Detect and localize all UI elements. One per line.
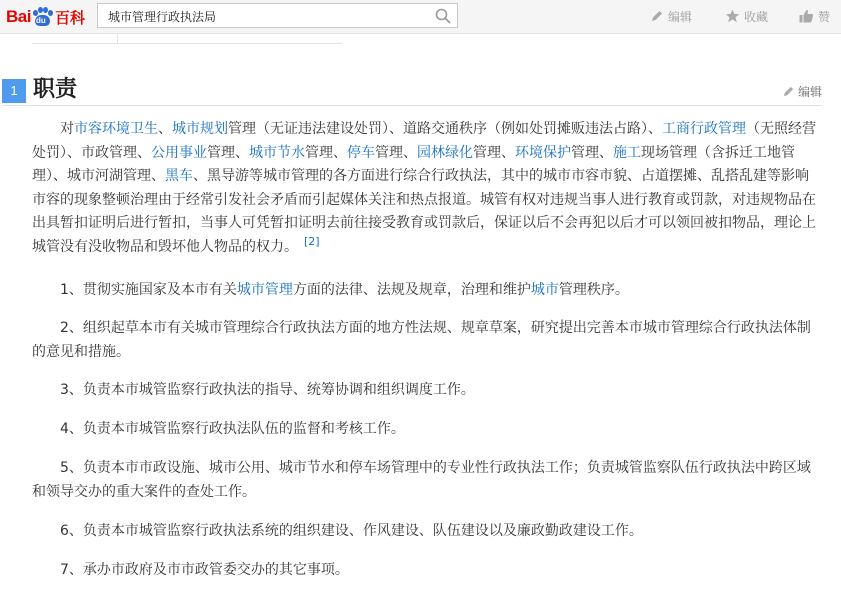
duty-item-text: 5、负责本市市政设施、城市公用、城市节水和停车场管理中的专业性行政执法工作；负责城管监察队伍行政执法中跨区域和领导交办的重大案件的查处工作。 xyxy=(32,460,811,500)
section-heading xyxy=(2,76,822,106)
paragraph-text: 方面的法律、法规及规章，治理和维护 xyxy=(292,282,531,298)
duty-item-text: 7、承办市政府及市市政管委交办的其它事项。 xyxy=(60,562,349,578)
section-title: 职责 xyxy=(33,77,78,102)
inline-link[interactable]: 城市管理 xyxy=(236,282,293,298)
duty-item-4 xyxy=(32,418,817,442)
logo-du-text: du xyxy=(35,16,46,25)
logo-bai-text: Bai xyxy=(6,7,31,26)
duty-item-2 xyxy=(32,317,817,364)
paragraph-text: 管理、 xyxy=(207,144,249,161)
paw-icon xyxy=(32,7,54,27)
inline-link[interactable]: 市容环境卫生 xyxy=(74,121,158,137)
inline-link[interactable]: 城市规划 xyxy=(172,121,228,137)
duty-item-text: 2、组织起草本市有关城市管理综合行政执法方面的地方性法规、规章草案，研究提出完善本市城市管理综合行政执法体制的意见和措施。 xyxy=(32,320,811,360)
inline-link[interactable]: 园林绿化 xyxy=(417,144,473,161)
paragraph-text: 管理、 xyxy=(305,144,347,161)
paragraph-text: 1、贯彻实施国家及本市有关 xyxy=(60,282,237,298)
inline-link[interactable]: 城市 xyxy=(530,282,559,298)
thumbs-up-icon xyxy=(799,9,814,23)
baidu-baike-logo[interactable] xyxy=(6,6,85,28)
like-label: 赞 xyxy=(818,9,831,24)
inline-link[interactable]: 施工 xyxy=(613,144,641,161)
top-bar xyxy=(0,0,841,34)
duty-item-text: 4、负责本市城管监察行政执法队伍的监督和考核工作。 xyxy=(60,421,405,437)
inline-link[interactable]: 城市节水 xyxy=(249,144,305,161)
inline-link[interactable]: 环境保护 xyxy=(515,144,571,161)
tab-stub-divider xyxy=(117,34,118,44)
like-button[interactable] xyxy=(799,8,830,24)
section-edit-button[interactable] xyxy=(782,83,822,100)
search-box[interactable] xyxy=(97,3,458,28)
paragraph-text: 对 xyxy=(60,121,74,137)
collect-button[interactable] xyxy=(725,8,768,24)
duty-item-6 xyxy=(32,520,817,544)
paragraph-text: 现场管理（含拆迁工地管理）、城市河湖管理、 xyxy=(32,144,795,184)
logo-baike-text: 百科 xyxy=(54,8,85,27)
paragraph-text: 管理秩序。 xyxy=(558,282,629,298)
tab-stub xyxy=(32,34,342,44)
paragraph-text: 、 xyxy=(158,121,172,137)
inline-link[interactable]: 公用事业 xyxy=(151,144,207,161)
paragraph-text: （无照经营处罚）、市政管理、 xyxy=(32,121,816,161)
duty-item-7 xyxy=(32,559,817,583)
inline-link[interactable]: 停车 xyxy=(347,144,375,161)
section-number: 1 xyxy=(2,79,26,103)
inline-link[interactable]: 黑车 xyxy=(165,168,193,184)
pencil-icon xyxy=(782,85,795,98)
duty-item-text: 6、负责本市城管监察行政执法系统的组织建设、作风建设、队伍建设以及廉政勤政建设工作。 xyxy=(60,523,643,539)
section-edit-label: 编辑 xyxy=(797,85,822,99)
paragraph-text: 管理、 xyxy=(571,144,613,161)
edit-label: 编辑 xyxy=(668,9,693,24)
search-input[interactable]: 城市管理行政执法局 xyxy=(108,10,217,24)
duty-item-5 xyxy=(32,457,817,504)
inline-link[interactable]: 工商行政管理 xyxy=(662,121,746,137)
search-icon[interactable] xyxy=(434,7,452,25)
paragraph-text: 、黑导游等城市管理的各方面进行综合行政执法，其中的城市市容市貌、占道摆摊、乱搭乱建等影响市容的现象整顿治理由于经常引发社会矛盾而引起媒体关注和热点报道。城管有权对违规当事人进行教育或罚款，对违规物品在出具暂扣证明后进行暂扣，当事人可凭暂扣证明去前往接受教育或罚款后，保证以后不会再犯以后才可以领回被扣物品，理论上城管没有没收物品和毁坏他人物品的权力。 xyxy=(32,168,816,255)
reference-link[interactable]: [2] xyxy=(304,234,320,248)
paragraph-text: 管理（无证违法建设处罚）、道路交通秩序（例如处罚摊贩违法占路）、 xyxy=(228,121,662,137)
duty-item-1 xyxy=(32,279,817,303)
star-icon xyxy=(725,9,740,23)
collect-label: 收藏 xyxy=(744,9,769,24)
paragraph-text: 管理、 xyxy=(375,144,417,161)
duty-item-text: 3、负责本市城管监察行政执法的指导、统筹协调和组织调度工作。 xyxy=(60,382,475,398)
paragraph-text: 管理、 xyxy=(473,144,515,161)
duty-item-3 xyxy=(32,379,817,403)
pencil-icon xyxy=(650,9,664,23)
edit-button[interactable] xyxy=(650,8,692,24)
intro-paragraph xyxy=(32,118,817,259)
